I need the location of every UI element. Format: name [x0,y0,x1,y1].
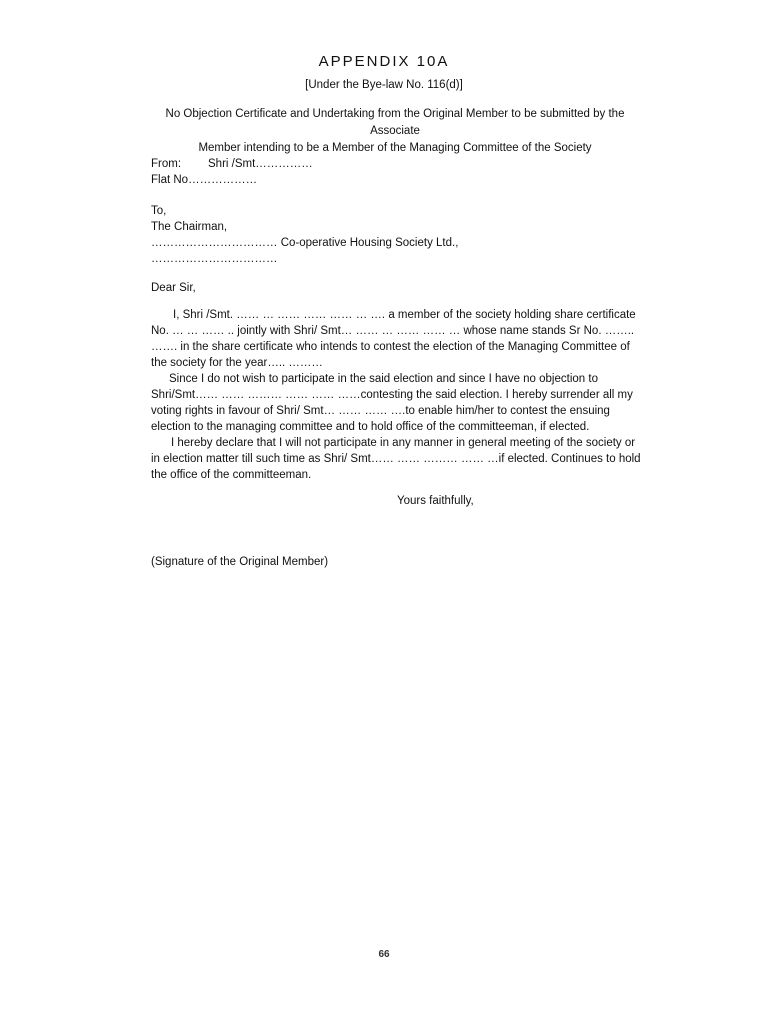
paragraph-undertaking: I hereby declare that I will not participate in any manner in general meeting of the society or in election matter till such time as Shri/ Smt…… …… ……… …… …if elected. Continues to hold the office of the committeeman. [151,437,641,481]
signature-line: (Signature of the Original Member) [151,556,329,568]
flat-number-line: Flat No……………… [151,174,258,186]
closing-phrase: Yours faithfully, [397,495,474,507]
heading-line-1: No Objection Certificate and Undertaking from the Original Member to be submitted by the Associate [165,108,625,137]
paragraph-no-objection: Since I do not wish to participate in the said election and since I have no objection to Shri/Smt…… …… ……… …… …… ……contesting the said election. I hereby surrender all my voting rights in favour of Shri/ Smt… …… …… ….to enable him/her to contest the ensuing election to the managing committee and to hold office of the committeeman, if elected. [151,373,633,433]
from-line [151,156,313,172]
from-value: Shri /Smt…………… [208,158,313,170]
from-label: From: [151,158,182,170]
appendix-title: APPENDIX 10A [318,53,450,70]
salutation: Dear Sir, [151,282,196,294]
society-name-line: …………………………… Co-operative Housing Society Ltd., [151,237,459,249]
to-label: To, [151,205,167,217]
bye-law-reference: [Under the Bye-law No. 116(d)] [305,79,463,91]
page-number: 66 [378,949,390,960]
paragraph-declaration-membership: I, Shri /Smt. …… … …… …… …… … …. a member of the society holding share certificate No. … … …… .. jointly with Shri/ Smt… …… … …… …… … whose name stands Sr No. …….. ……. in the share certificate who intends to contest the election of the Managing Committee of the society for the year….. ……… [151,309,636,369]
society-address-line: …………………………… [151,253,278,265]
certificate-heading [140,106,650,157]
recipient-title: The Chairman, [151,221,228,233]
recipient-address [151,203,458,267]
heading-line-2: Member intending to be a Member of the Managing Committee of the Society [198,142,592,154]
letter-body [151,307,641,483]
